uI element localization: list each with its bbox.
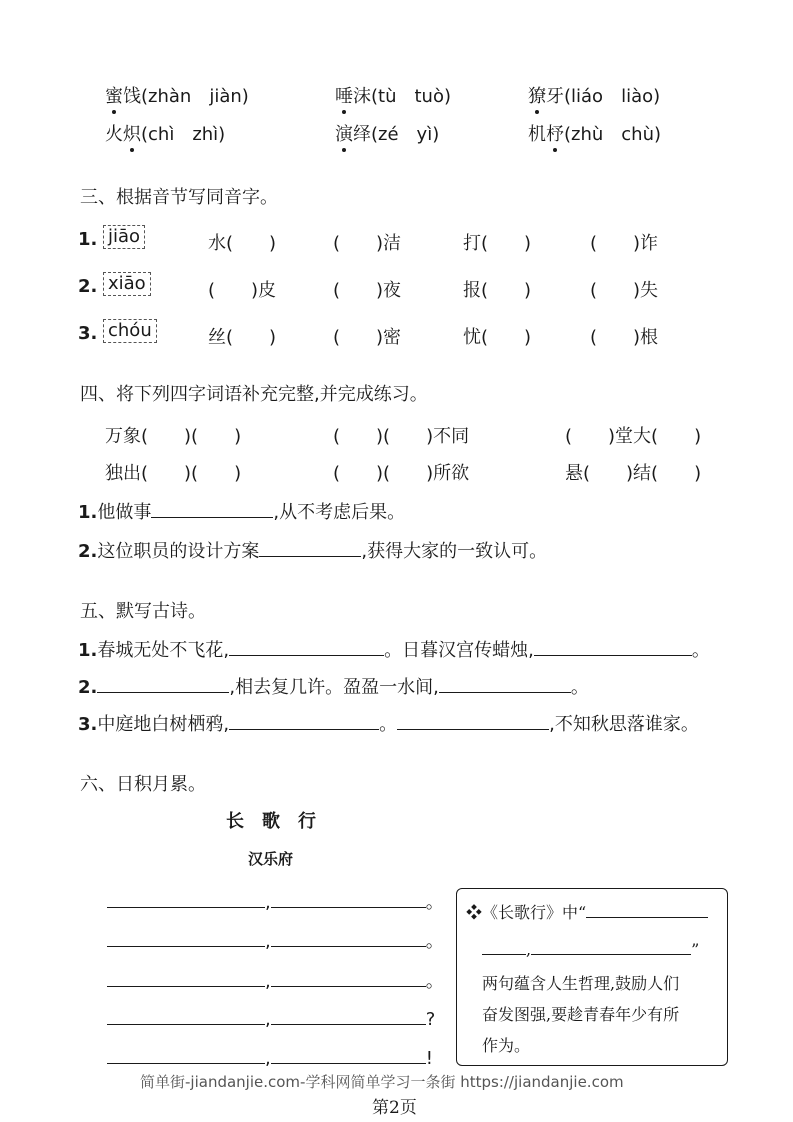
recite-blank-2a[interactable] <box>107 928 265 947</box>
recite-line-1: , 。 <box>107 888 444 914</box>
sec3-row2-item3[interactable]: 报( ) <box>463 280 532 301</box>
pinyin-item-3: 獠牙(liáo liào) <box>528 82 660 108</box>
q1-answer-blank[interactable] <box>151 499 273 518</box>
sec4-question-1: 1.他做事 ,从不考虑后果。 <box>78 498 405 524</box>
sec4-question-2: 2.这位职员的设计方案 ,获得大家的一致认可。 <box>78 537 547 563</box>
box-line-5: 作为。 <box>482 1036 531 1055</box>
idiom-5[interactable]: ( )( )所欲 <box>333 463 470 484</box>
poem-title: 长 歌 行 <box>226 811 316 832</box>
sec3-row3-item2[interactable]: ( )密 <box>333 327 402 348</box>
box-line-4: 奋发图强,要趁青春年少有所 <box>482 1005 680 1024</box>
sec3-row3-item1[interactable]: 丝( ) <box>208 327 277 348</box>
recite-blank-3a[interactable] <box>107 968 265 987</box>
poem-line-3: 3.中庭地白树栖鸦, 。 ,不知秋思落谁家。 <box>78 710 699 736</box>
recite-line-3: , 。 <box>107 967 444 993</box>
sec3-row2-item2[interactable]: ( )夜 <box>333 280 402 301</box>
recite-blank-5b[interactable] <box>271 1045 426 1064</box>
pinyin-item-4: 火炽(chì zhì) <box>105 120 225 146</box>
poem-author: 汉乐府 <box>248 850 294 868</box>
recite-blank-4a[interactable] <box>107 1006 265 1025</box>
idiom-1[interactable]: 万象( )( ) <box>105 426 242 447</box>
sec3-row2-pinyin-box: xiāo <box>103 272 151 296</box>
box-line-2: , ” <box>482 938 699 959</box>
poem-blank-1[interactable] <box>229 637 384 656</box>
box-line-1: ❖《长歌行》中“ <box>466 900 708 923</box>
poem-blank-2[interactable] <box>534 637 692 656</box>
pinyin-item-5: 演绎(zé yì) <box>335 120 439 146</box>
sec3-row1-pinyin-box: jiāo <box>103 225 145 249</box>
section-6-title: 六、日积月累。 <box>80 774 206 795</box>
recite-blank-5a[interactable] <box>107 1045 265 1064</box>
sec3-row3-num: 3. <box>78 323 98 344</box>
sec3-row2-num: 2. <box>78 276 98 297</box>
sec3-row1-item3[interactable]: 打( ) <box>463 233 532 254</box>
sec3-row1-item4[interactable]: ( )诈 <box>590 233 659 254</box>
idiom-6[interactable]: 悬( )结( ) <box>565 463 702 484</box>
q2-answer-blank[interactable] <box>259 538 361 557</box>
idiom-2[interactable]: ( )( )不同 <box>333 426 470 447</box>
sec3-row1-num: 1. <box>78 229 98 250</box>
poem-blank-6[interactable] <box>397 711 549 730</box>
recite-line-4: , ? <box>107 1006 435 1030</box>
poem-line-1: 1.春城无处不飞花, 。日暮汉宫传蜡烛, 。 <box>78 636 710 662</box>
idiom-4[interactable]: 独出( )( ) <box>105 463 242 484</box>
pinyin-item-1: 蜜饯(zhàn jiàn) <box>105 82 249 108</box>
box-blank-2[interactable] <box>482 938 526 955</box>
sec3-row2-item4[interactable]: ( )失 <box>590 280 659 301</box>
box-blank-3[interactable] <box>531 938 691 955</box>
poem-line-2: 2. ,相去复几许。盈盈一水间, 。 <box>78 673 589 699</box>
section-5-title: 五、默写古诗。 <box>80 601 206 622</box>
recite-blank-1a[interactable] <box>107 889 265 908</box>
recite-line-2: , 。 <box>107 927 444 953</box>
pinyin-item-2: 唾沫(tù tuò) <box>335 82 451 108</box>
recite-line-5: , ! <box>107 1045 433 1069</box>
recite-blank-1b[interactable] <box>271 889 426 908</box>
page-number: 第2页 <box>372 1098 417 1118</box>
recite-blank-4b[interactable] <box>271 1006 426 1025</box>
sec3-row3-item3[interactable]: 忧( ) <box>463 327 532 348</box>
idiom-3[interactable]: ( )堂大( ) <box>565 426 702 447</box>
section-4-title: 四、将下列四字词语补充完整,并完成练习。 <box>80 384 428 405</box>
footer-source: 简单街-jiandanjie.com-学科网简单学习一条街 https://jiandanjie.com <box>140 1073 624 1091</box>
sec3-row3-item4[interactable]: ( )根 <box>590 327 659 348</box>
pinyin-item-6: 机杼(zhù chù) <box>528 120 661 146</box>
sec3-row1-item1[interactable]: 水( ) <box>208 233 277 254</box>
sec3-row3-pinyin-box: chóu <box>103 319 157 343</box>
poem-blank-4[interactable] <box>439 674 571 693</box>
section-3-title: 三、根据音节写同音字。 <box>80 187 278 208</box>
sec3-row1-item2[interactable]: ( )洁 <box>333 233 402 254</box>
box-blank-1[interactable] <box>586 901 708 918</box>
box-line-3: 两句蕴含人生哲理,鼓励人们 <box>482 974 680 993</box>
sec3-row2-item1[interactable]: ( )皮 <box>208 280 277 301</box>
poem-blank-3[interactable] <box>97 674 229 693</box>
poem-blank-5[interactable] <box>229 711 379 730</box>
recite-blank-3b[interactable] <box>271 968 426 987</box>
recite-blank-2b[interactable] <box>271 928 426 947</box>
